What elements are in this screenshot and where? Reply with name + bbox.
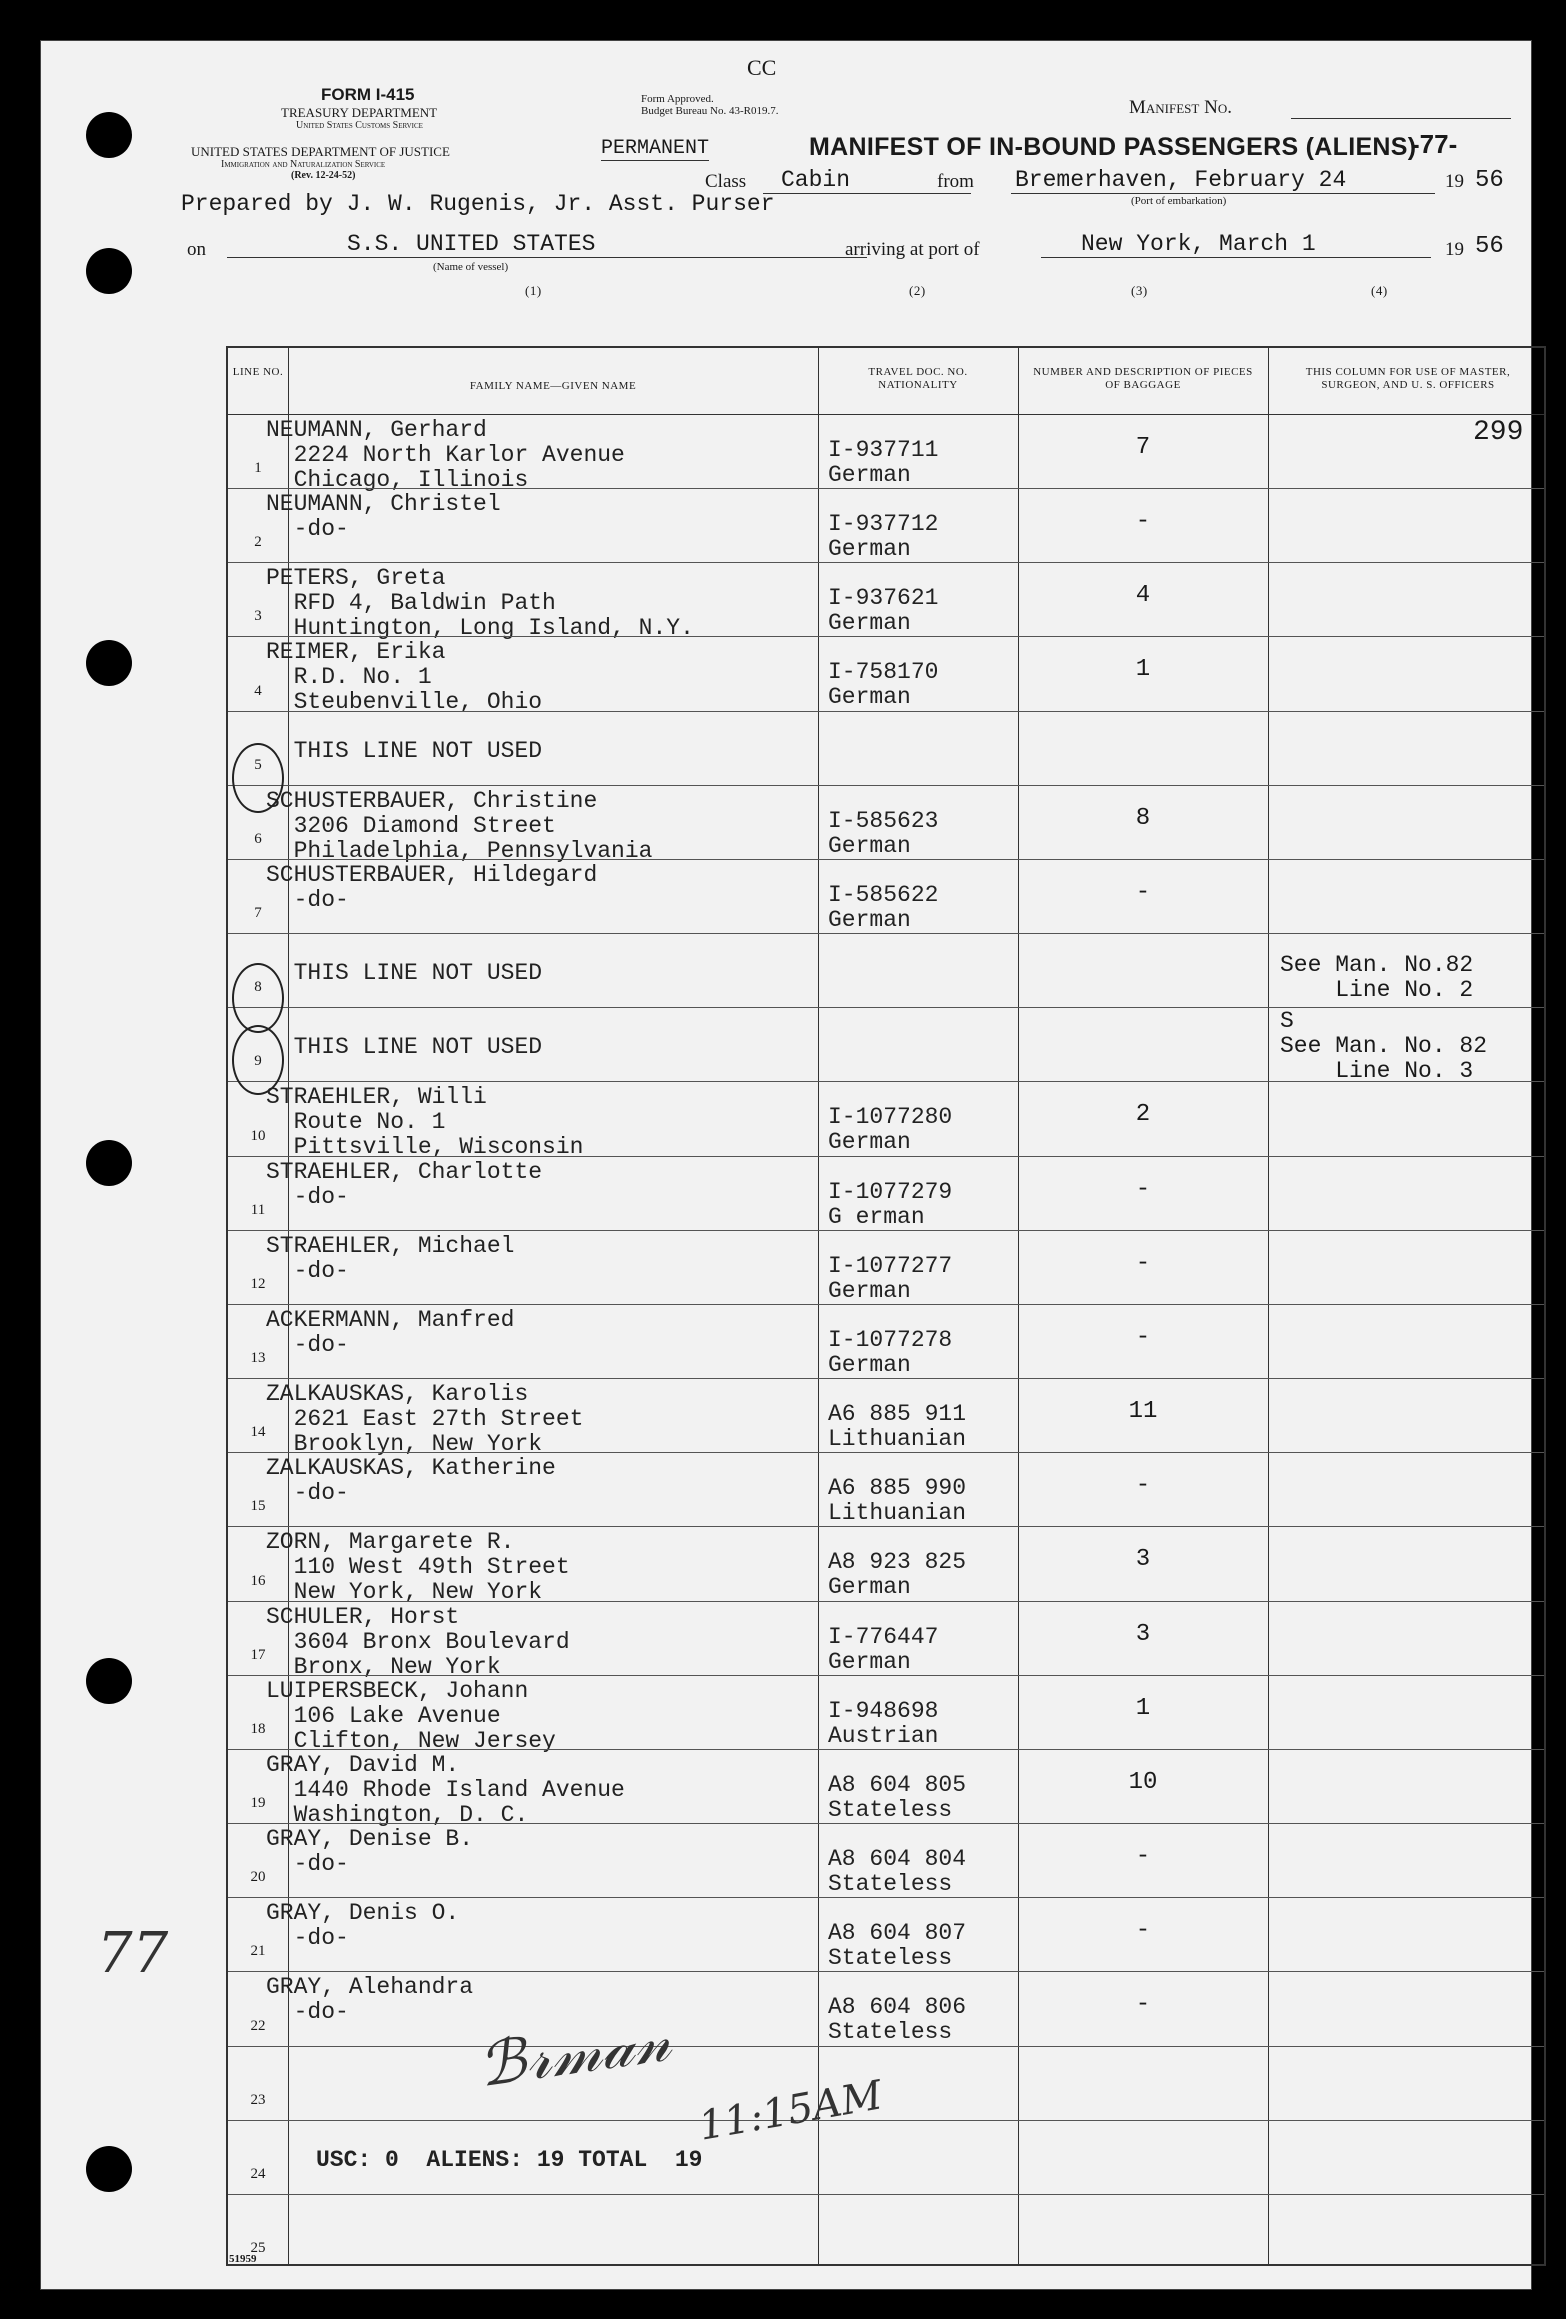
travel-doc: I-585623 German: [828, 807, 939, 859]
manifest-title: MANIFEST OF IN-BOUND PASSENGERS (ALIENS): [809, 133, 1417, 161]
divider: [818, 348, 819, 2264]
row-rule: [228, 1749, 1544, 1750]
form-code: 51959: [229, 2253, 257, 2265]
baggage-count: 3: [1135, 1546, 1151, 1574]
travel-doc: I-1077280 German: [828, 1104, 953, 1156]
passenger-name: SCHULER, Horst 3604 Bronx Boulevard Bronx, New York: [266, 1603, 570, 1680]
baggage-count: -: [1135, 878, 1151, 906]
row-rule: [228, 2120, 1544, 2121]
class-value: Cabin: [763, 167, 971, 194]
line-number: 10: [250, 1127, 266, 1144]
justice-label: UNITED STATES DEPARTMENT OF JUSTICE: [191, 144, 450, 159]
officer-note: 299: [1473, 417, 1524, 448]
baggage-count: 3: [1135, 1620, 1151, 1648]
col2-number: (2): [909, 283, 926, 298]
line-number: 23: [250, 2091, 266, 2108]
line-number: 15: [250, 1498, 266, 1515]
row-rule: [228, 711, 1544, 712]
travel-doc: I-1077277 German: [828, 1252, 953, 1304]
form-approved: Form Approved.: [641, 93, 714, 105]
manifest-page: [40, 40, 1532, 2290]
passenger-name: GRAY, Denis O. -do-: [266, 1900, 460, 1952]
year-prefix-1: 19: [1445, 171, 1464, 192]
baggage-count: 11: [1128, 1398, 1158, 1426]
circle-mark: [232, 743, 284, 813]
row-rule: [228, 562, 1544, 563]
passenger-name: LUIPERSBECK, Johann 106 Lake Avenue Clifton, New Jersey: [266, 1677, 556, 1754]
header-rule: [228, 414, 1544, 415]
baggage-count: -: [1135, 1175, 1151, 1203]
travel-doc: A8 923 825 German: [828, 1549, 967, 1601]
baggage-count: -: [1135, 1472, 1151, 1500]
baggage-count: 10: [1128, 1768, 1158, 1796]
row-rule: [228, 785, 1544, 786]
travel-doc: A8 604 807 Stateless: [828, 1920, 967, 1972]
passenger-name: ZALKAUSKAS, Katherine -do-: [266, 1455, 556, 1507]
row-rule: [228, 636, 1544, 637]
line-number: 9: [254, 1053, 262, 1070]
travel-doc: A6 885 911 Lithuanian: [828, 1401, 967, 1453]
col-officers-header: THIS COLUMN FOR USE OF MASTER, SURGEON, AND U. S. OFFICERS: [1305, 366, 1511, 391]
row-rule: [228, 1156, 1544, 1157]
col-line-header: LINE NO.: [232, 366, 284, 378]
arriving-label: arriving at port of: [845, 239, 980, 260]
passenger-name: NEUMANN, Gerhard 2224 North Karlor Avenue Chicago, Illinois: [266, 417, 625, 493]
passenger-name: USC: 0 ALIENS: 19 TOTAL 19: [316, 2146, 703, 2173]
line-number: 21: [250, 1943, 266, 1960]
passenger-name: STRAEHLER, Charlotte -do-: [266, 1158, 543, 1210]
passenger-name: GRAY, Denise B. -do-: [266, 1826, 474, 1878]
year-prefix-2: 19: [1445, 239, 1464, 260]
treasury-label: TREASURY DEPARTMENT: [281, 105, 438, 120]
row-rule: [228, 1897, 1544, 1898]
passenger-name: GRAY, Alehandra -do-: [266, 1974, 474, 2026]
row-rule: [228, 1675, 1544, 1676]
row-rule: [228, 1304, 1544, 1305]
divider: [1268, 348, 1269, 2264]
travel-doc: A6 885 990 Lithuanian: [828, 1475, 967, 1527]
line-number: 6: [254, 830, 262, 847]
col-name-header: FAMILY NAME—GIVEN NAME: [469, 380, 637, 392]
passenger-name: ZORN, Margarete R. 110 West 49th Street New York, New York: [266, 1529, 570, 1606]
travel-doc: I-937712 German: [828, 511, 939, 563]
vessel-name: S.S. UNITED STATES: [227, 231, 867, 258]
passenger-name: THIS LINE NOT USED: [266, 960, 543, 987]
passenger-name: THIS LINE NOT USED: [266, 1034, 543, 1061]
row-rule: [228, 2194, 1544, 2195]
line-number: 8: [254, 979, 262, 996]
baggage-count: 1: [1135, 1694, 1151, 1722]
baggage-count: 2: [1135, 1101, 1151, 1129]
line-number: 1: [254, 460, 262, 477]
col3-number: (3): [1131, 283, 1148, 298]
passenger-name: SCHUSTERBAUER, Christine 3206 Diamond Street Philadelphia, Pennsylvania: [266, 787, 653, 864]
line-number: 12: [250, 1275, 266, 1292]
row-rule: [228, 1007, 1544, 1008]
passenger-name: ZALKAUSKAS, Karolis 2621 East 27th Street Brooklyn, New York: [266, 1381, 584, 1458]
punch-hole: [86, 1140, 132, 1186]
year-suffix-2: 56: [1475, 233, 1504, 260]
line-number: 19: [250, 1795, 266, 1812]
line-number: 16: [250, 1572, 266, 1589]
line-number: 18: [250, 1720, 266, 1737]
manifest-no-line: [1291, 117, 1511, 119]
cc-mark: CC: [747, 55, 777, 80]
passenger-name: ACKERMANN, Manfred -do-: [266, 1306, 515, 1358]
baggage-count: 8: [1135, 804, 1151, 832]
line-number: 5: [254, 756, 262, 773]
circle-mark: [232, 1025, 284, 1095]
budget-number: Budget Bureau No. 43-R019.7.: [641, 105, 779, 117]
row-rule: [228, 1971, 1544, 1972]
handwritten-stamp: 11:15AM: [695, 2072, 886, 2150]
baggage-count: -: [1135, 1917, 1151, 1945]
line-number: 2: [254, 534, 262, 551]
travel-doc: A8 604 806 Stateless: [828, 1994, 967, 2046]
row-rule: [228, 1601, 1544, 1602]
travel-doc: I-758170 German: [828, 659, 939, 711]
row-rule: [228, 859, 1544, 860]
baggage-count: 1: [1135, 656, 1151, 684]
line-number: 25: [250, 2240, 266, 2256]
baggage-count: -: [1135, 508, 1151, 536]
line-number: 3: [254, 608, 262, 625]
row-rule: [228, 1230, 1544, 1231]
row-rule: [228, 1526, 1544, 1527]
row-rule: [228, 933, 1544, 934]
travel-doc: I-1077279 G erman: [828, 1178, 953, 1230]
manifest-no-label: Manifest No.: [1129, 97, 1232, 118]
row-rule: [228, 2046, 1544, 2047]
passenger-name: NEUMANN, Christel -do-: [266, 491, 501, 543]
line-number: 24: [250, 2165, 266, 2182]
form-number: FORM I-415: [321, 85, 415, 104]
arrival-port: New York, March 1: [1041, 231, 1431, 258]
row-rule: [228, 1081, 1544, 1082]
line-number: 7: [254, 905, 262, 922]
travel-doc: A8 604 804 Stateless: [828, 1846, 967, 1898]
line-number: 11: [250, 1201, 266, 1218]
passenger-name: SCHUSTERBAUER, Hildegard -do-: [266, 861, 598, 913]
line-number: 4: [254, 682, 262, 699]
punch-hole: [86, 2146, 132, 2192]
baggage-count: -: [1135, 1249, 1151, 1277]
baggage-count: 7: [1135, 434, 1151, 461]
rev-label: (Rev. 12-24-52): [291, 170, 356, 181]
travel-doc: I-937711 German: [828, 437, 939, 488]
punch-hole: [86, 248, 132, 294]
vessel-caption: (Name of vessel): [433, 261, 509, 273]
baggage-count: -: [1135, 1843, 1151, 1871]
travel-doc: I-776447 German: [828, 1623, 939, 1675]
row-rule: [228, 1452, 1544, 1453]
passenger-name: STRAEHLER, Michael -do-: [266, 1232, 515, 1284]
punch-hole: [86, 1658, 132, 1704]
port-embarkation-caption: (Port of embarkation): [1131, 195, 1227, 207]
prepared-by: Prepared by J. W. Rugenis, Jr. Asst. Purser: [181, 191, 775, 217]
from-label: from: [937, 171, 974, 192]
officer-note: See Man. No.82 Line No. 2: [1280, 952, 1474, 1004]
baggage-count: 4: [1135, 582, 1151, 610]
row-rule: [228, 1823, 1544, 1824]
line-number: 22: [250, 2017, 266, 2034]
row-rule: [228, 488, 1544, 489]
line-number: 17: [250, 1646, 266, 1663]
class-label: Class: [705, 171, 747, 192]
travel-doc: I-948698 Austrian: [828, 1697, 939, 1749]
passenger-table: [226, 346, 1546, 2266]
customs-label: United States Customs Service: [296, 120, 423, 131]
travel-doc: I-1077278 German: [828, 1326, 953, 1378]
line-number: 13: [250, 1350, 266, 1367]
col4-number: (4): [1371, 283, 1388, 298]
passenger-name: PETERS, Greta RFD 4, Baldwin Path Huntington, Long Island, N.Y.: [266, 565, 694, 642]
margin-mark: 77: [97, 1921, 169, 1986]
travel-doc: I-585622 German: [828, 881, 939, 933]
manifest-title-number: -77-: [1411, 129, 1458, 159]
on-label: on: [187, 239, 206, 260]
line-number: 20: [250, 1869, 266, 1886]
year-suffix-1: 56: [1475, 167, 1504, 194]
col1-number: (1): [525, 283, 542, 298]
passenger-name: REIMER, Erika R.D. No. 1 Steubenville, Ohio: [266, 639, 543, 716]
row-rule: [228, 1378, 1544, 1379]
punch-hole: [86, 640, 132, 686]
travel-doc: A8 604 805 Stateless: [828, 1771, 967, 1823]
permanent-label: PERMANENT: [601, 137, 710, 160]
signature: ℬ𝓇𝓂𝒶𝓃: [474, 2004, 675, 2102]
immigration-label: Immigration and Naturalization Service: [221, 159, 386, 170]
travel-doc: I-937621 German: [828, 585, 939, 637]
punch-hole: [86, 112, 132, 158]
baggage-count: -: [1135, 1991, 1151, 2019]
passenger-name: THIS LINE NOT USED: [266, 737, 543, 764]
col-doc-header: TRAVEL DOC. NO. NATIONALITY: [868, 366, 968, 391]
officer-note: S See Man. No. 82 Line No. 3: [1280, 1008, 1488, 1085]
col-baggage-header: NUMBER AND DESCRIPTION OF PIECES OF BAGGAGE: [1033, 366, 1253, 391]
passenger-name: STRAEHLER, Willi Route No. 1 Pittsville, Wisconsin: [266, 1084, 584, 1161]
circle-mark: [232, 963, 284, 1033]
divider: [1018, 348, 1019, 2264]
from-value: Bremerhaven, February 24: [1011, 167, 1435, 194]
passenger-name: GRAY, David M. 1440 Rhode Island Avenue Washington, D. C.: [266, 1751, 625, 1828]
line-number: 14: [250, 1424, 266, 1441]
baggage-count: -: [1135, 1323, 1151, 1351]
